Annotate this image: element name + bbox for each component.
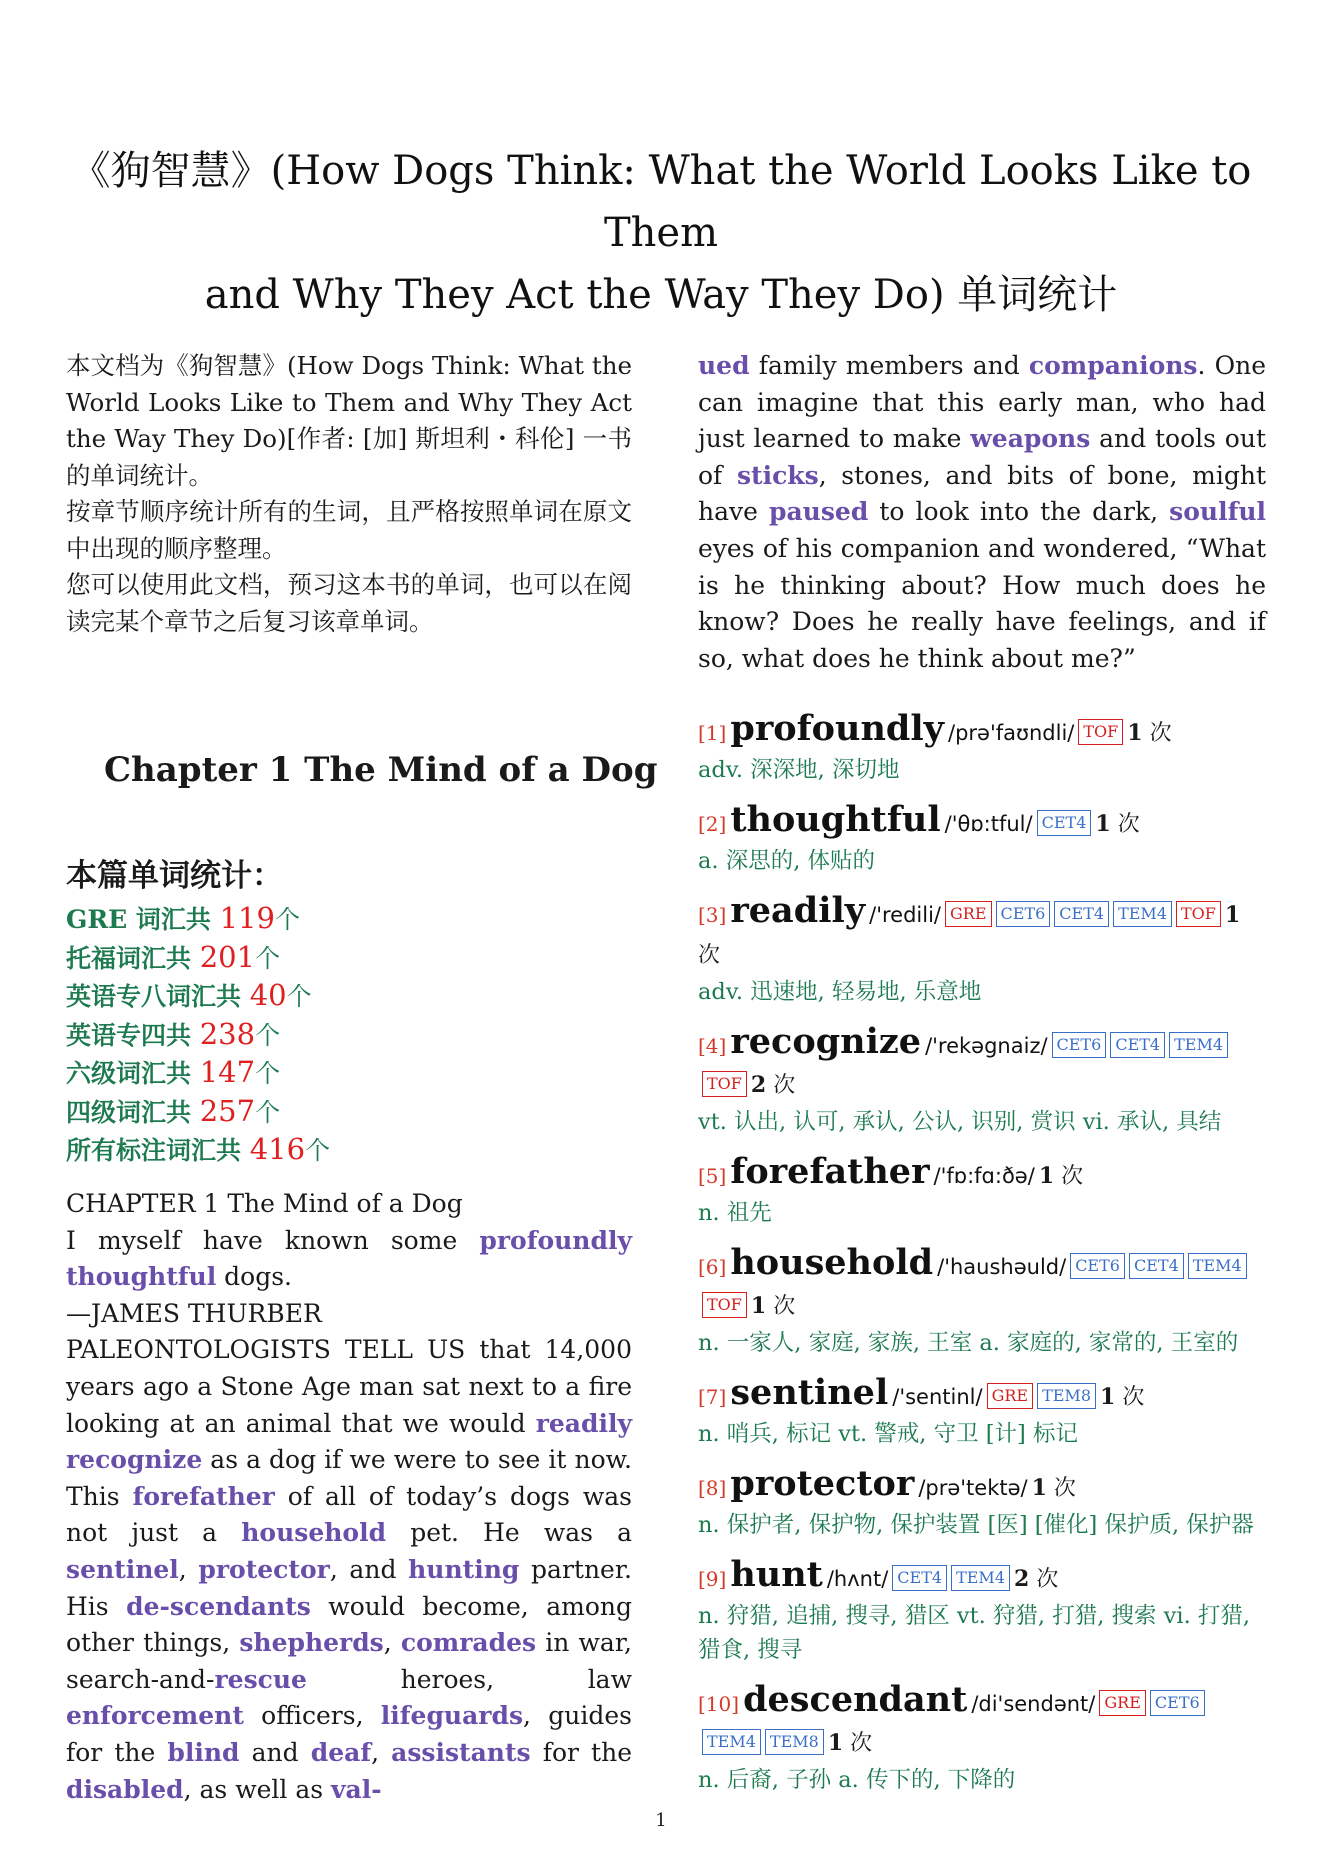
phonetic: /'θɒ:tful/ <box>944 812 1033 836</box>
stat-cet4: 四级词汇共 257个 <box>66 1093 281 1128</box>
story-paragraph: PALEONTOLOGISTS TELL US that 14,000 years ago a Stone Age man sat next to a fire looking at an animal that we would readily recognize as a dog if we were to see it now. This forefather of all of today’s dogs was not just a household pet. He was a sentinel, protector, and hunting partner. His de-scendants would become, among other things, shepherds, comrades in war, search-and-rescue heroes, law enforcement officers, lifeguards, guides for the blind and deaf, assistants for the disabled, as well as val- <box>66 1335 632 1804</box>
occurrence-count: 2 次 <box>750 1072 796 1098</box>
definition: a. 深思的, 体贴的 <box>698 848 876 874</box>
occurrence-count: 1 次 <box>698 902 1241 968</box>
exam-tag: CET4 <box>1037 810 1092 836</box>
vocab-entry <box>698 710 1266 787</box>
stat-tem4: 英语专四共 238个 <box>66 1016 281 1051</box>
exam-tag: CET4 <box>892 1565 947 1591</box>
exam-tag: TOF <box>1078 719 1123 745</box>
exam-tag: TOF <box>702 1292 747 1318</box>
definition: n. 保护者, 保护物, 保护装置 [医] [催化] 保护质, 保护器 <box>698 1512 1254 1538</box>
occurrence-count: 1 次 <box>1038 1163 1084 1189</box>
chapter-title: Chapter 1 The Mind of a Dog <box>104 750 658 790</box>
entry-number: [3] <box>698 903 727 927</box>
vocab-headline <box>698 1374 1266 1417</box>
exam-tag: GRE <box>945 901 992 927</box>
occurrence-count: 1 次 <box>1127 720 1172 746</box>
exam-tag: GRE <box>987 1383 1034 1409</box>
occurrence-count: 1 次 <box>1095 811 1140 837</box>
exam-tag: CET4 <box>1110 1032 1165 1058</box>
entry-number: [7] <box>698 1385 727 1409</box>
stat-all: 所有标注词汇共 416个 <box>66 1132 331 1166</box>
stat-gre: GRE 词汇共 119个 <box>66 901 300 935</box>
occurrence-count: 1 次 <box>827 1730 873 1756</box>
exam-tag: GRE <box>1099 1690 1146 1716</box>
stat-toefl: 托福词汇共 201个 <box>66 939 281 974</box>
story-chapter-heading: CHAPTER 1 The Mind of a Dog <box>66 1189 463 1218</box>
occurrence-count: 1 次 <box>1031 1475 1076 1501</box>
vocab-list <box>698 710 1266 1811</box>
vocab-headline <box>698 710 1266 753</box>
occurrence-count: 2 次 <box>1014 1566 1059 1592</box>
entry-number: [6] <box>698 1255 727 1279</box>
vocab-entry <box>698 1244 1266 1360</box>
vocab-word: hunt <box>730 1554 823 1595</box>
exam-tag: TOF <box>1176 901 1221 927</box>
entry-number: [5] <box>698 1164 727 1188</box>
entry-number: [2] <box>698 812 727 836</box>
vocab-word: thoughtful <box>730 799 941 840</box>
document-title <box>40 140 1282 326</box>
intro-paragraph: 您可以使用此文档，预习这本书的单词，也可以在阅读完某个章节之后复习该章单词。 <box>66 570 632 636</box>
story-text-left <box>66 1186 632 1808</box>
entry-number: [10] <box>698 1692 740 1716</box>
vocab-headline <box>698 1153 1266 1196</box>
vocab-word: household <box>730 1242 934 1283</box>
intro-paragraph: 按章节顺序统计所有的生词，且严格按照单词在原文中出现的顺序整理。 <box>66 497 632 563</box>
exam-tag: CET6 <box>1070 1253 1125 1279</box>
phonetic: /hʌnt/ <box>826 1567 889 1591</box>
intro-paragraph: 本文档为《狗智慧》(How Dogs Think: What the World Looks Like to Them and Why They Act the Way They Do)[作者: [加] 斯坦利・科伦] 一书的单词统计。 <box>66 351 632 490</box>
definition: n. 一家人, 家庭, 家族, 王室 a. 家庭的, 家常的, 王室的 <box>698 1330 1239 1356</box>
exam-tag: CET6 <box>1052 1032 1107 1058</box>
definition: n. 后裔, 子孙 a. 传下的, 下降的 <box>698 1767 1016 1793</box>
exam-tag: TEM4 <box>1113 901 1172 927</box>
vocab-entry <box>698 801 1266 878</box>
phonetic: /'haushəuld/ <box>937 1255 1067 1279</box>
word-stats <box>66 856 330 1170</box>
definition: n. 狩猎, 追捕, 搜寻, 猎区 vt. 狩猎, 打猎, 搜索 vi. 打猎, 猎食, 搜寻 <box>698 1603 1251 1663</box>
exam-tag: TEM4 <box>702 1729 761 1755</box>
exam-tag: CET4 <box>1129 1253 1184 1279</box>
vocab-headline <box>698 1023 1266 1105</box>
definition: adv. 迅速地, 轻易地, 乐意地 <box>698 979 982 1005</box>
phonetic: /'redili/ <box>869 903 941 927</box>
right-column <box>698 348 1267 1793</box>
entry-number: [1] <box>698 721 727 745</box>
vocab-word: forefather <box>730 1151 930 1192</box>
vocab-word: readily <box>730 890 866 931</box>
stat-cet6: 六级词汇共 147个 <box>66 1055 281 1089</box>
vocab-headline <box>698 1681 1266 1763</box>
phonetic: /prə'tektə/ <box>918 1476 1028 1500</box>
entry-number: [8] <box>698 1476 727 1500</box>
vocab-headline <box>698 801 1266 844</box>
exam-tag: TEM4 <box>1169 1032 1228 1058</box>
exam-tag: CET6 <box>996 901 1051 927</box>
vocab-entry <box>698 1023 1266 1139</box>
phonetic: /'rekəgnaiz/ <box>925 1034 1048 1058</box>
exam-tag: TEM4 <box>951 1565 1010 1591</box>
occurrence-count: 1 次 <box>1100 1384 1145 1410</box>
title-line-1: 《狗智慧》(How Dogs Think: What the World Looks Like to Them <box>70 148 1252 256</box>
phonetic: /prə'faʊndli/ <box>948 721 1075 745</box>
stat-tem8: 英语专八词汇共 40个 <box>66 978 312 1012</box>
vocab-word: protector <box>730 1463 915 1504</box>
exam-tag: CET6 <box>1150 1690 1205 1716</box>
vocab-headline <box>698 1556 1266 1599</box>
exam-tag: TEM8 <box>765 1729 824 1755</box>
vocab-word: sentinel <box>730 1372 889 1413</box>
title-line-2: and Why They Act the Way They Do) 单词统计 <box>204 272 1118 318</box>
definition: adv. 深深地, 深切地 <box>698 757 900 783</box>
entry-number: [9] <box>698 1567 727 1591</box>
vocab-headline <box>698 1244 1266 1326</box>
exam-tag: TEM8 <box>1037 1383 1096 1409</box>
exam-tag: TEM4 <box>1188 1253 1247 1279</box>
vocab-word: profoundly <box>730 708 945 749</box>
left-column <box>66 348 658 1804</box>
stats-heading: 本篇单词统计： <box>66 858 283 894</box>
vocab-entry <box>698 1681 1266 1797</box>
definition: n. 祖先 <box>698 1200 772 1226</box>
vocab-headline <box>698 892 1266 975</box>
vocab-entry <box>698 1556 1266 1667</box>
vocab-entry <box>698 1374 1266 1451</box>
vocab-entry <box>698 892 1266 1009</box>
page-number: 1 <box>655 1810 667 1831</box>
vocab-entry <box>698 1465 1266 1542</box>
occurrence-count: 1 次 <box>750 1293 796 1319</box>
exam-tag: CET4 <box>1054 901 1109 927</box>
intro-text <box>66 348 632 640</box>
vocab-headline <box>698 1465 1266 1508</box>
vocab-entry <box>698 1153 1266 1230</box>
entry-number: [4] <box>698 1034 727 1058</box>
definition: n. 哨兵, 标记 vt. 警戒, 守卫 [计] 标记 <box>698 1421 1078 1447</box>
epigraph-author: —JAMES THURBER <box>66 1298 322 1328</box>
vocab-word: descendant <box>743 1679 968 1720</box>
definition: vt. 认出, 认可, 承认, 公认, 识别, 赏识 vi. 承认, 具结 <box>698 1109 1222 1135</box>
epigraph: I myself have known some profoundly thoughtful dogs. <box>66 1225 632 1292</box>
phonetic: /'sentinl/ <box>892 1385 983 1409</box>
vocab-word: recognize <box>730 1021 922 1062</box>
story-text-right: ued family members and companions. One can imagine that this early man, who had just learned to make weapons and tools out of sticks, stones, and bits of bone, might have paused to look into the dark, soulful eyes of his companion and wondered, “What is he thinking about? How much does he know? Does he really have feelings, and if so, what does he think about me?” <box>698 351 1267 673</box>
phonetic: /di'sendənt/ <box>971 1692 1096 1716</box>
phonetic: /'fɒ:fɑ:ðə/ <box>933 1164 1035 1188</box>
exam-tag: TOF <box>702 1071 747 1097</box>
